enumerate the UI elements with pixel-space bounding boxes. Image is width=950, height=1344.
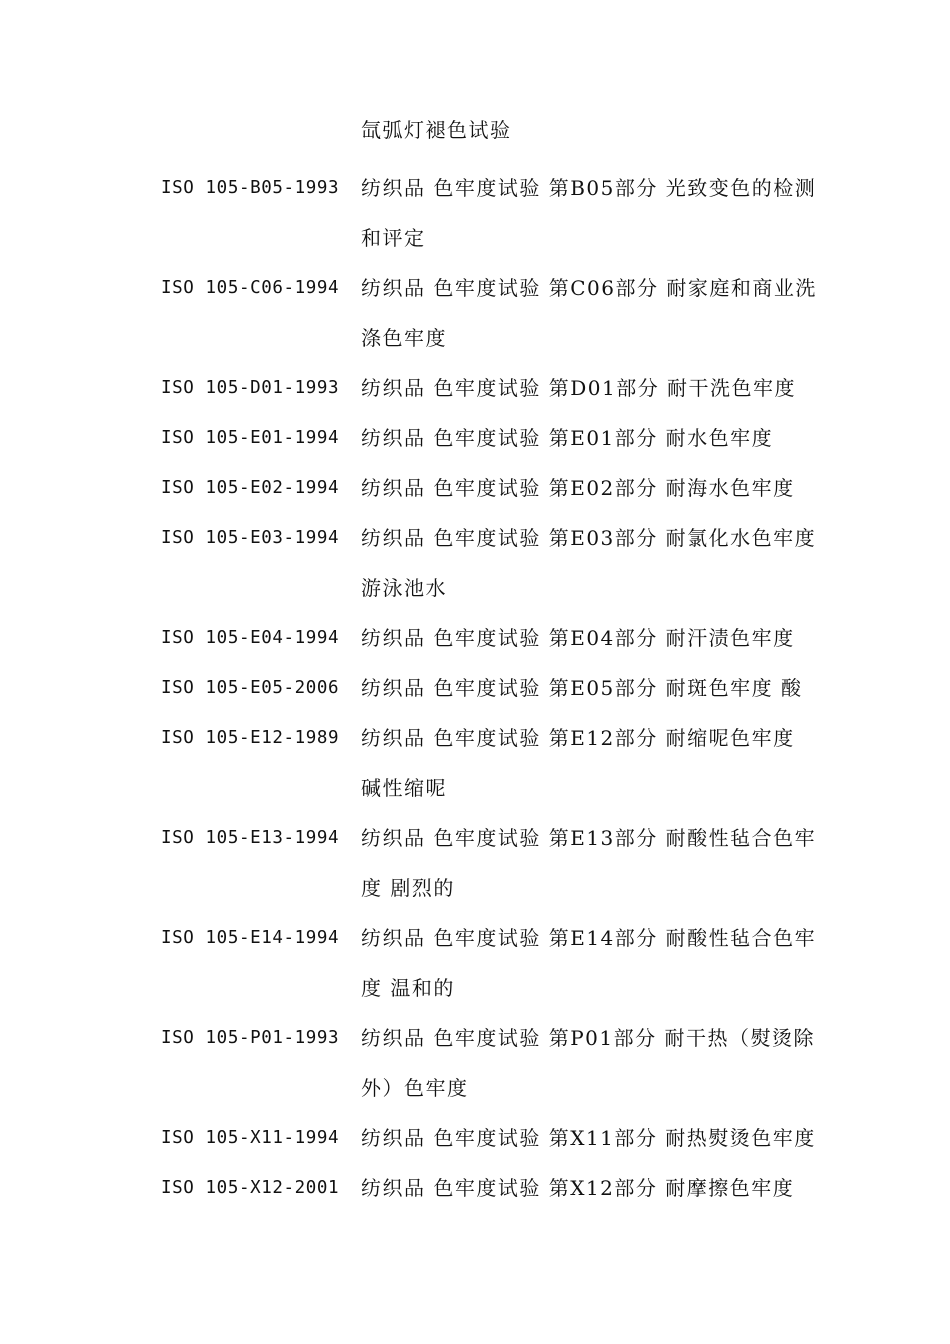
standard-entry [161,463,861,513]
standard-entry [161,663,861,713]
standards-list [161,163,861,1213]
standard-title-line: 纺织品 色牢度试验 第P01部分 耐干热（熨烫除 [361,1026,815,1050]
standard-entry [161,1113,861,1163]
standard-title-line: 纺织品 色牢度试验 第D01部分 耐干洗色牢度 [361,376,797,400]
standard-title [361,713,851,813]
standard-code: ISO 105-E04-1994 [161,628,340,648]
standard-title-line: 游泳池水 [361,576,447,600]
standard-entry [161,513,861,613]
standard-title-line: 纺织品 色牢度试验 第B05部分 光致变色的检测 [361,176,817,200]
standard-entry [161,913,861,1013]
standard-title-line: 纺织品 色牢度试验 第E02部分 耐海水色牢度 [361,476,795,500]
standard-code: ISO 105-B05-1993 [161,178,340,198]
standard-title-line: 和评定 [361,226,426,250]
standard-title-line: 外）色牢度 [361,1076,469,1100]
standard-code: ISO 105-E12-1989 [161,728,340,748]
standard-title [361,263,851,363]
standard-title [361,1113,851,1163]
standard-title [361,1163,851,1213]
standard-title [361,363,851,413]
standard-title [361,1013,851,1113]
standard-entry [161,163,861,263]
standard-entry [161,1013,861,1113]
standard-title [361,163,851,263]
standard-title-line: 碱性缩呢 [361,776,447,800]
standard-title-line: 纺织品 色牢度试验 第C06部分 耐家庭和商业洗 [361,276,817,300]
standard-code: ISO 105-X11-1994 [161,1128,340,1148]
standard-code: ISO 105-E14-1994 [161,928,340,948]
standard-title-line: 纺织品 色牢度试验 第E03部分 耐氯化水色牢度 [361,526,817,550]
standard-title-line: 纺织品 色牢度试验 第E01部分 耐水色牢度 [361,426,774,450]
standard-title-line: 纺织品 色牢度试验 第E04部分 耐汗渍色牢度 [361,626,795,650]
standard-entry [161,813,861,913]
standard-title-line: 涤色牢度 [361,326,447,350]
standard-title-line: 纺织品 色牢度试验 第X11部分 耐热熨烫色牢度 [361,1126,816,1150]
standard-title-line: 纺织品 色牢度试验 第E13部分 耐酸性毡合色牢 [361,826,817,850]
standard-code: ISO 105-D01-1993 [161,378,340,398]
standard-entry [161,413,861,463]
standard-entry [161,713,861,813]
standard-entry [161,1163,861,1213]
standard-title [361,913,851,1013]
standard-title [361,813,851,913]
standard-code: ISO 105-E05-2006 [161,678,340,698]
standard-code: ISO 105-C06-1994 [161,278,340,298]
standard-entry [161,363,861,413]
standard-title-line: 度 温和的 [361,976,455,1000]
continued-title-line: 氙弧灯褪色试验 [361,118,512,142]
standard-entry [161,263,861,363]
standard-code: ISO 105-X12-2001 [161,1178,340,1198]
standard-title [361,463,851,513]
standard-code: ISO 105-E13-1994 [161,828,340,848]
standard-code: ISO 105-E02-1994 [161,478,340,498]
standard-code: ISO 105-E01-1994 [161,428,340,448]
standard-title [361,513,851,613]
standard-title [361,613,851,663]
standard-entry [161,613,861,663]
standard-code: ISO 105-P01-1993 [161,1028,340,1048]
standard-title-line: 纺织品 色牢度试验 第X12部分 耐摩擦色牢度 [361,1176,795,1200]
standard-title [361,663,851,713]
standard-title-line: 纺织品 色牢度试验 第E12部分 耐缩呢色牢度 [361,726,795,750]
standard-title [361,413,851,463]
standard-title-line: 纺织品 色牢度试验 第E05部分 耐斑色牢度 酸 [361,676,803,700]
standard-title-line: 纺织品 色牢度试验 第E14部分 耐酸性毡合色牢 [361,926,817,950]
standard-code: ISO 105-E03-1994 [161,528,340,548]
standard-title-line: 度 剧烈的 [361,876,455,900]
